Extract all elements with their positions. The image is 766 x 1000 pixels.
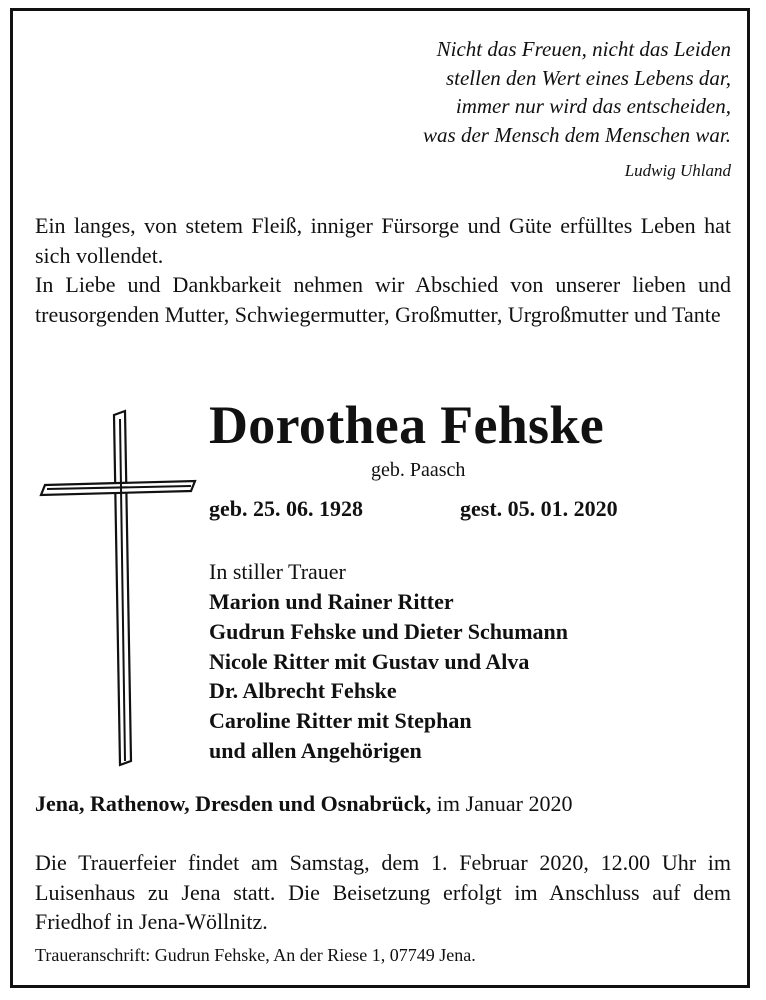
mourner: Caroline Ritter mit Stephan [209,708,472,734]
service-info: Die Trauerfeier findet am Samstag, dem 1. Februar 2020, 12.00 Uhr im Luisenhaus zu Jena statt. Die Beisetzung erfolgt im Anschluss auf dem Friedhof in Jena-Wöllnitz. [35,850,731,934]
obituary-frame [10,8,750,988]
mourner: Gudrun Fehske und Dieter Schumann [209,618,569,644]
intro-paragraph: Ein langes, von stetem Fleiß, inniger Fürsorge und Güte erfülltes Leben hat sich vollendet. [35,213,731,268]
birth-date: geb. 25. 06. 1928 [209,496,363,521]
intro-text [35,211,731,329]
poem-author: Ludwig Uhland [624,161,731,180]
mourner: Nicole Ritter mit Gustav und Alva [209,648,530,674]
place-date [35,791,572,817]
mourners-intro: In stiller Trauer [209,559,346,584]
deceased-name: Dorothea Fehske [209,395,604,455]
mourner: und allen Angehörigen [209,737,422,763]
mourners-list [209,587,568,766]
poem-line: immer nur wird das entscheiden, [455,94,731,118]
mourner: Marion und Rainer Ritter [209,589,454,614]
maiden-name: geb. Paasch [371,459,466,481]
intro-paragraph: In Liebe und Dankbarkeit nehmen wir Abschied von unserer lieben und treusorgenden Mutter, Schwiegermutter, Großmutter, Urgroßmutter und Tante [35,272,731,327]
poem-line: stellen den Wert eines Lebens dar, [445,65,731,90]
mourner: Dr. Albrecht Fehske [209,678,397,704]
death-date: gest. 05. 01. 2020 [460,496,618,521]
date: im Januar 2020 [431,791,573,816]
poem-line: Nicht das Freuen, nicht das Leiden [436,37,731,61]
mourning-address: Traueranschrift: Gudrun Fehske, An der Riese 1, 07749 Jena. [35,945,476,965]
places: Jena, Rathenow, Dresden und Osnabrück, [35,791,432,816]
poem [311,35,731,149]
cross-icon [39,409,199,769]
poem-line: was der Mensch dem Menschen war. [423,122,731,147]
